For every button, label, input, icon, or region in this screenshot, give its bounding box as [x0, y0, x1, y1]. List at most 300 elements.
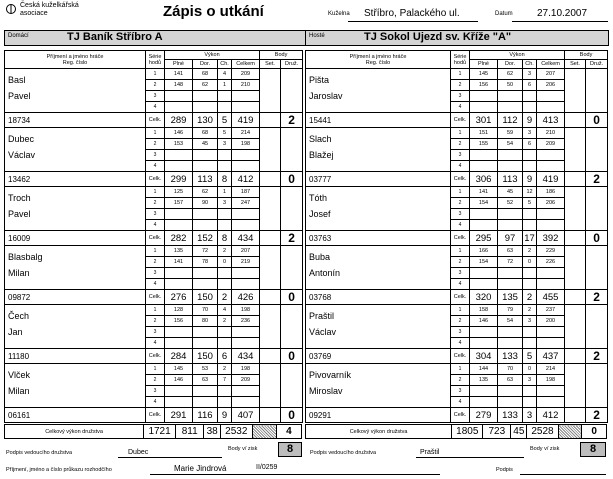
- celk-label: Celk.: [451, 172, 470, 187]
- home-captain-label: Podpis vedoucího družstva: [6, 450, 73, 456]
- score-plne: 141: [165, 257, 193, 268]
- total-dor: 133: [498, 408, 523, 423]
- total-ch: 3: [523, 408, 537, 423]
- org-line-2: asociace: [20, 10, 48, 17]
- player-reg-id: 18734: [5, 113, 146, 128]
- serie-num: 3: [146, 209, 165, 220]
- serie-num: 2: [451, 375, 470, 386]
- score-celkem: 214: [232, 128, 260, 139]
- celk-label: Celk.: [146, 172, 165, 187]
- score-plne: 145: [470, 69, 498, 80]
- set-blank: [565, 290, 586, 305]
- total-ch: 9: [523, 172, 537, 187]
- set-blank: [565, 113, 586, 128]
- score-celkem: 198: [232, 139, 260, 150]
- total-dor: 152: [193, 231, 218, 246]
- celk-label: Celk.: [451, 290, 470, 305]
- total-plne: 304: [470, 349, 498, 364]
- set-points: [565, 69, 586, 113]
- score-dor: 62: [193, 80, 218, 91]
- player-row: [5, 69, 303, 80]
- home-body-zisk-label: Body v/ zisk: [228, 446, 258, 452]
- score-dor: 62: [498, 69, 523, 80]
- set-points: [565, 187, 586, 231]
- serie-num: 4: [146, 220, 165, 231]
- guest-team-points: 0: [582, 425, 607, 439]
- score-plne: 148: [165, 80, 193, 91]
- total-ch: 9: [218, 408, 232, 423]
- score-dor: 63: [498, 246, 523, 257]
- org-line-1: Česká kuželkářská: [20, 2, 79, 9]
- serie-num: 4: [146, 338, 165, 349]
- score-ch: 1: [218, 187, 232, 198]
- total-dor: 150: [193, 290, 218, 305]
- score-plne: 146: [470, 316, 498, 327]
- total-dor: 97: [498, 231, 523, 246]
- player-first-name: Vlček: [5, 364, 146, 386]
- set-blank: [260, 113, 281, 128]
- score-dor: 62: [193, 187, 218, 198]
- home-body-zisk: 8: [278, 442, 302, 457]
- home-team-points: 4: [276, 425, 301, 439]
- druz-blank: [586, 246, 608, 290]
- referee-signature-label: Podpis: [496, 467, 513, 473]
- set-points: [565, 305, 586, 349]
- total-celkem: 426: [232, 290, 260, 305]
- score-dor: 78: [193, 257, 218, 268]
- celk-label: Celk.: [451, 408, 470, 423]
- player-points: 2: [586, 349, 608, 364]
- total-celkem: 434: [232, 349, 260, 364]
- total-ch: 8: [218, 172, 232, 187]
- score-dor: 54: [498, 139, 523, 150]
- celk-label: Celk.: [146, 231, 165, 246]
- score-dor: 53: [193, 364, 218, 375]
- score-plne: 135: [470, 375, 498, 386]
- score-dor: 79: [498, 305, 523, 316]
- home-sum-hatch: [252, 425, 276, 439]
- player-row: [5, 128, 303, 139]
- score-celkem: 187: [232, 187, 260, 198]
- serie-num: 1: [146, 305, 165, 316]
- player-points: 2: [281, 113, 303, 128]
- player-first-name: Dubec: [5, 128, 146, 150]
- player-row: [306, 364, 608, 375]
- col-head-dor: Dor.: [193, 60, 218, 69]
- guest-sum-plne: 1805: [452, 425, 483, 439]
- total-dor: 150: [193, 349, 218, 364]
- score-ch: 1: [218, 80, 232, 91]
- player-second-name: Blažej: [306, 150, 451, 172]
- player-second-name: Josef: [306, 209, 451, 231]
- player-row: [306, 246, 608, 257]
- home-sum-plne: 1721: [144, 425, 176, 439]
- druz-blank: [281, 364, 303, 408]
- druz-blank: [281, 69, 303, 113]
- date-label: Datum: [495, 11, 513, 17]
- serie-num: 3: [146, 150, 165, 161]
- score-dor: 54: [498, 316, 523, 327]
- total-dor: 133: [498, 349, 523, 364]
- serie-num: 1: [146, 246, 165, 257]
- score-plne: 135: [165, 246, 193, 257]
- serie-num: 2: [146, 198, 165, 209]
- serie-num: 3: [146, 268, 165, 279]
- player-first-name: Buba: [306, 246, 451, 268]
- serie-num: 1: [451, 128, 470, 139]
- set-points: [260, 69, 281, 113]
- total-ch: 5: [523, 349, 537, 364]
- serie-num: 4: [146, 102, 165, 113]
- player-second-name: Milan: [5, 386, 146, 408]
- score-ch: 3: [523, 128, 537, 139]
- player-second-name: Milan: [5, 268, 146, 290]
- serie-num: 3: [451, 268, 470, 279]
- home-sum-row: [4, 424, 302, 439]
- serie-num: 3: [146, 327, 165, 338]
- score-celkem: 207: [232, 246, 260, 257]
- serie-num: 4: [146, 279, 165, 290]
- total-plne: 282: [165, 231, 193, 246]
- serie-num: 1: [146, 128, 165, 139]
- guest-body-zisk: 8: [580, 442, 606, 457]
- score-ch: 3: [218, 198, 232, 209]
- celk-label: Celk.: [146, 290, 165, 305]
- home-team-name: TJ Baník Stříbro A: [67, 31, 163, 43]
- score-plne: 156: [165, 316, 193, 327]
- guest-team-bar: [305, 30, 609, 46]
- total-ch: 2: [218, 290, 232, 305]
- total-celkem: 413: [537, 113, 565, 128]
- score-ch: 3: [218, 139, 232, 150]
- set-blank: [565, 231, 586, 246]
- score-dor: 70: [498, 364, 523, 375]
- player-first-name: Basl: [5, 69, 146, 91]
- score-celkem: 200: [537, 316, 565, 327]
- total-plne: 276: [165, 290, 193, 305]
- player-points: 2: [281, 231, 303, 246]
- guest-sum-ch: 45: [511, 425, 527, 439]
- score-dor: 59: [498, 128, 523, 139]
- total-dor: 113: [193, 172, 218, 187]
- druz-blank: [281, 128, 303, 172]
- total-plne: 306: [470, 172, 498, 187]
- score-ch: 4: [218, 69, 232, 80]
- player-reg-id: 09872: [5, 290, 146, 305]
- score-celkem: 236: [232, 316, 260, 327]
- total-plne: 279: [470, 408, 498, 423]
- set-points: [260, 187, 281, 231]
- col-head-dor: Dor.: [498, 60, 523, 69]
- set-points: [565, 246, 586, 290]
- player-first-name: Čech: [5, 305, 146, 327]
- serie-num: 2: [146, 257, 165, 268]
- player-points: 0: [281, 408, 303, 423]
- celk-label: Celk.: [451, 231, 470, 246]
- serie-num: 1: [451, 69, 470, 80]
- score-dor: 72: [193, 246, 218, 257]
- col-head-vykon: Výkon: [470, 51, 565, 60]
- col-head-body: Body: [260, 51, 303, 60]
- druz-blank: [281, 187, 303, 231]
- player-second-name: Jaroslav: [306, 91, 451, 113]
- score-plne: 144: [470, 364, 498, 375]
- score-celkem: 186: [537, 187, 565, 198]
- player-row: [306, 128, 608, 139]
- serie-num: 3: [451, 91, 470, 102]
- home-sum-total: 2532: [220, 425, 252, 439]
- player-row: [5, 246, 303, 257]
- serie-num: 2: [451, 198, 470, 209]
- celk-label: Celk.: [146, 408, 165, 423]
- player-reg-id: 16009: [5, 231, 146, 246]
- page-title: Zápis o utkání: [163, 3, 264, 20]
- celk-label: Celk.: [146, 349, 165, 364]
- referee-label: Příjmení, jméno a číslo průkazu rozhodčího: [6, 467, 112, 473]
- celk-label: Celk.: [146, 113, 165, 128]
- serie-num: 4: [146, 397, 165, 408]
- col-head-serie: Série hodů: [146, 51, 165, 69]
- serie-num: 2: [146, 375, 165, 386]
- score-ch: 3: [523, 375, 537, 386]
- total-ch: 6: [218, 349, 232, 364]
- score-dor: 63: [498, 375, 523, 386]
- druz-blank: [281, 305, 303, 349]
- player-second-name: Václav: [5, 150, 146, 172]
- player-points: 0: [586, 231, 608, 246]
- serie-num: 4: [451, 102, 470, 113]
- serie-num: 3: [451, 209, 470, 220]
- player-first-name: Troch: [5, 187, 146, 209]
- score-celkem: 209: [537, 139, 565, 150]
- player-reg-id: 03768: [306, 290, 451, 305]
- serie-num: 2: [451, 80, 470, 91]
- score-celkem: 198: [537, 375, 565, 386]
- score-ch: 7: [218, 375, 232, 386]
- score-ch: 6: [523, 139, 537, 150]
- serie-num: 2: [146, 80, 165, 91]
- score-plne: 154: [470, 198, 498, 209]
- serie-num: 3: [146, 91, 165, 102]
- player-reg-id: 03763: [306, 231, 451, 246]
- score-ch: 2: [218, 316, 232, 327]
- col-head-druz: Druž.: [586, 60, 608, 69]
- player-reg-id: 09291: [306, 408, 451, 423]
- druz-blank: [281, 246, 303, 290]
- player-row: [306, 69, 608, 80]
- serie-num: 3: [451, 150, 470, 161]
- score-ch: 2: [218, 364, 232, 375]
- score-plne: 153: [165, 139, 193, 150]
- score-dor: 68: [193, 128, 218, 139]
- referee-id: II/0259: [256, 464, 278, 471]
- serie-num: 4: [451, 397, 470, 408]
- celk-label: Celk.: [451, 349, 470, 364]
- referee-name: Marie Jindrová: [174, 464, 227, 473]
- celk-label: Celk.: [451, 113, 470, 128]
- serie-num: 2: [451, 316, 470, 327]
- col-head-set: Set.: [565, 60, 586, 69]
- set-points: [260, 246, 281, 290]
- total-celkem: 419: [232, 113, 260, 128]
- druz-blank: [586, 69, 608, 113]
- set-points: [260, 128, 281, 172]
- guest-score-table: [305, 50, 608, 423]
- logo-icon: [5, 3, 17, 16]
- guest-sum-dor: 723: [483, 425, 511, 439]
- score-ch: 6: [523, 80, 537, 91]
- score-ch: 2: [523, 305, 537, 316]
- player-row: [5, 305, 303, 316]
- score-celkem: 247: [232, 198, 260, 209]
- total-celkem: 412: [232, 172, 260, 187]
- score-plne: 146: [165, 375, 193, 386]
- venue-label: Kuželna: [328, 11, 350, 17]
- total-plne: 301: [470, 113, 498, 128]
- player-reg-id: 03777: [306, 172, 451, 187]
- druz-blank: [586, 305, 608, 349]
- score-ch: 12: [523, 187, 537, 198]
- score-ch: 3: [523, 69, 537, 80]
- score-dor: 90: [193, 198, 218, 209]
- guest-captain-name: Praštil: [420, 449, 440, 456]
- score-celkem: 207: [537, 69, 565, 80]
- serie-num: 4: [451, 279, 470, 290]
- score-celkem: 210: [232, 80, 260, 91]
- player-points: 0: [281, 172, 303, 187]
- score-celkem: 214: [537, 364, 565, 375]
- col-head-plne: Plné: [165, 60, 193, 69]
- serie-num: 4: [451, 338, 470, 349]
- score-dor: 63: [193, 375, 218, 386]
- score-ch: 5: [218, 128, 232, 139]
- score-dor: 45: [193, 139, 218, 150]
- home-captain-name: Dubec: [128, 449, 149, 456]
- total-plne: 299: [165, 172, 193, 187]
- total-ch: 5: [218, 113, 232, 128]
- guest-sum-total: 2528: [527, 425, 558, 439]
- serie-num: 1: [146, 187, 165, 198]
- col-head-ch: Ch.: [523, 60, 537, 69]
- set-blank: [260, 349, 281, 364]
- player-points: 2: [586, 408, 608, 423]
- score-dor: 72: [498, 257, 523, 268]
- score-plne: 155: [470, 139, 498, 150]
- set-blank: [565, 349, 586, 364]
- player-second-name: Václav: [306, 327, 451, 349]
- guest-sum-hatch: [558, 425, 582, 439]
- col-head-body: Body: [565, 51, 608, 60]
- score-ch: 0: [523, 364, 537, 375]
- guest-body-zisk-label: Body v/ zisk: [530, 446, 560, 452]
- serie-num: 2: [451, 139, 470, 150]
- score-celkem: 210: [537, 128, 565, 139]
- score-dor: 52: [498, 198, 523, 209]
- player-first-name: Slach: [306, 128, 451, 150]
- total-dor: 112: [498, 113, 523, 128]
- player-reg-id: 03769: [306, 349, 451, 364]
- player-second-name: Antonín: [306, 268, 451, 290]
- player-row: [5, 187, 303, 198]
- player-second-name: Jan: [5, 327, 146, 349]
- druz-blank: [586, 128, 608, 172]
- serie-num: 2: [146, 316, 165, 327]
- serie-num: 1: [451, 187, 470, 198]
- score-plne: 158: [470, 305, 498, 316]
- total-dor: 113: [498, 172, 523, 187]
- player-row: [306, 187, 608, 198]
- score-plne: 151: [470, 128, 498, 139]
- guest-captain-label: Podpis vedoucího družstva: [310, 450, 377, 456]
- score-ch: 5: [523, 198, 537, 209]
- home-score-table: [4, 50, 303, 423]
- col-head-name: Příjmení a jméno hráče Reg. číslo: [5, 51, 146, 69]
- player-first-name: Praštil: [306, 305, 451, 327]
- serie-num: 3: [451, 386, 470, 397]
- serie-num: 1: [146, 364, 165, 375]
- set-points: [565, 364, 586, 408]
- score-celkem: 206: [537, 198, 565, 209]
- col-head-serie: Série hodů: [451, 51, 470, 69]
- player-second-name: Pavel: [5, 209, 146, 231]
- score-dor: 68: [193, 69, 218, 80]
- col-head-druz: Druž.: [281, 60, 303, 69]
- total-ch: 8: [218, 231, 232, 246]
- guest-label: Hosté: [309, 33, 325, 39]
- player-row: [5, 364, 303, 375]
- serie-num: 1: [451, 246, 470, 257]
- total-celkem: 455: [537, 290, 565, 305]
- player-reg-id: 06161: [5, 408, 146, 423]
- score-plne: 166: [470, 246, 498, 257]
- col-head-vykon: Výkon: [165, 51, 260, 60]
- guest-sum-row: [305, 424, 607, 439]
- score-celkem: 219: [232, 257, 260, 268]
- guest-sum-label: Celkový výkon družstva: [306, 425, 452, 439]
- player-second-name: Pavel: [5, 91, 146, 113]
- total-celkem: 392: [537, 231, 565, 246]
- score-ch: 0: [523, 257, 537, 268]
- score-plne: 145: [165, 364, 193, 375]
- player-first-name: Pivovarník: [306, 364, 451, 386]
- serie-num: 4: [451, 220, 470, 231]
- serie-num: 1: [451, 364, 470, 375]
- player-reg-id: 15441: [306, 113, 451, 128]
- player-points: 0: [281, 290, 303, 305]
- set-points: [260, 305, 281, 349]
- total-celkem: 412: [537, 408, 565, 423]
- total-plne: 320: [470, 290, 498, 305]
- set-blank: [260, 172, 281, 187]
- player-reg-id: 11180: [5, 349, 146, 364]
- col-head-plne: Plné: [470, 60, 498, 69]
- total-plne: 284: [165, 349, 193, 364]
- player-points: 0: [281, 349, 303, 364]
- home-sum-label: Celkový výkon družstva: [5, 425, 144, 439]
- total-ch: 17: [524, 232, 535, 244]
- serie-num: 4: [451, 161, 470, 172]
- set-blank: [260, 290, 281, 305]
- serie-num: 4: [146, 161, 165, 172]
- score-ch: 2: [523, 246, 537, 257]
- home-team-bar: [4, 30, 306, 46]
- total-dor: 135: [498, 290, 523, 305]
- org-name: [20, 2, 79, 18]
- guest-team-name: TJ Sokol Ujezd sv. Kříže "A": [364, 31, 512, 43]
- col-head-celkem: Celkem: [232, 60, 260, 69]
- score-dor: 45: [498, 187, 523, 198]
- total-ch: 9: [523, 113, 537, 128]
